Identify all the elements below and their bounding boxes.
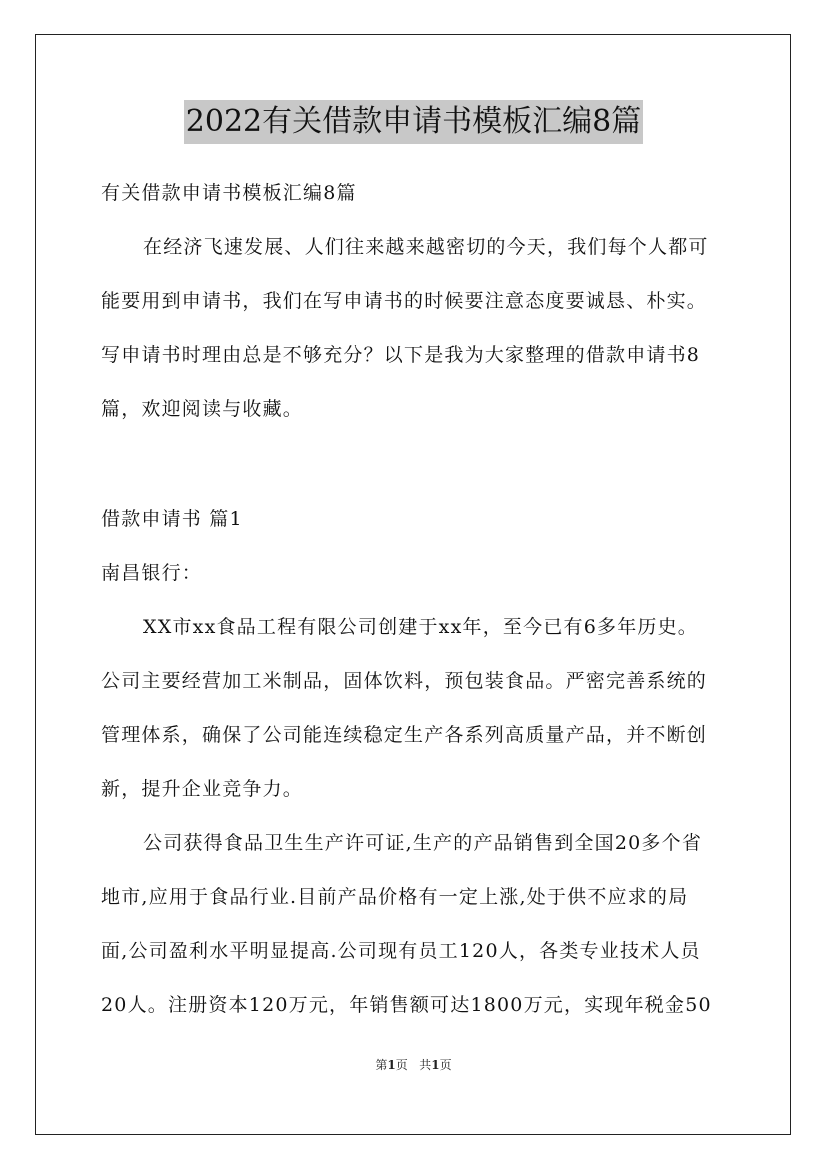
total-prefix: 共 xyxy=(419,1058,432,1072)
paragraph-line: 新，提升企业竞争力。 xyxy=(101,778,304,800)
title-container xyxy=(0,100,827,144)
paragraph-line: 篇，欢迎阅读与收藏。 xyxy=(101,398,304,420)
salutation-line: 南昌银行： xyxy=(101,562,203,584)
paragraph-line: 在经济飞速发展、人们往来越来越密切的今天，我们每个人都可 xyxy=(143,236,709,258)
section-block xyxy=(101,492,731,1032)
paragraph-line: XX市xx食品工程有限公司创建于xx年，至今已有6多年历史。 xyxy=(143,616,699,638)
paragraph-line: 20人。注册资本120万元，年销售额可达1800万元，实现年税金50 xyxy=(101,994,712,1016)
document-title: 2022有关借款申请书模板汇编8篇 xyxy=(184,100,643,144)
total-pages: 1 xyxy=(431,1058,440,1072)
intro-block xyxy=(101,166,731,436)
paragraph-line: 能要用到申请书，我们在写申请书的时候要注意态度要诚恳、朴实。 xyxy=(101,290,708,312)
paragraph-line: 写申请书时理由总是不够充分？以下是我为大家整理的借款申请书8 xyxy=(101,344,701,366)
paragraph-line: 公司主要经营加工米制品，固体饮料，预包装食品。严密完善系统的 xyxy=(101,670,708,692)
page-number: 1 xyxy=(387,1058,396,1072)
section-heading: 借款申请书 篇1 xyxy=(101,508,243,530)
total-suffix: 页 xyxy=(439,1058,452,1072)
page-footer xyxy=(0,1056,827,1073)
page-label-prefix: 第 xyxy=(375,1058,388,1072)
subtitle-line: 有关借款申请书模板汇编8篇 xyxy=(101,182,357,204)
paragraph-line: 地市,应用于食品行业.目前产品价格有一定上涨,处于供不应求的局 xyxy=(101,886,689,908)
paragraph-line: 管理体系，确保了公司能连续稳定生产各系列高质量产品，并不断创 xyxy=(101,724,708,746)
paragraph-line: 面,公司盈利水平明显提高.公司现有员工120人，各类专业技术人员 xyxy=(101,940,701,962)
page-label-suffix: 页 xyxy=(395,1058,408,1072)
paragraph-line: 公司获得食品卫生生产许可证,生产的产品销售到全国20多个省 xyxy=(143,832,703,854)
